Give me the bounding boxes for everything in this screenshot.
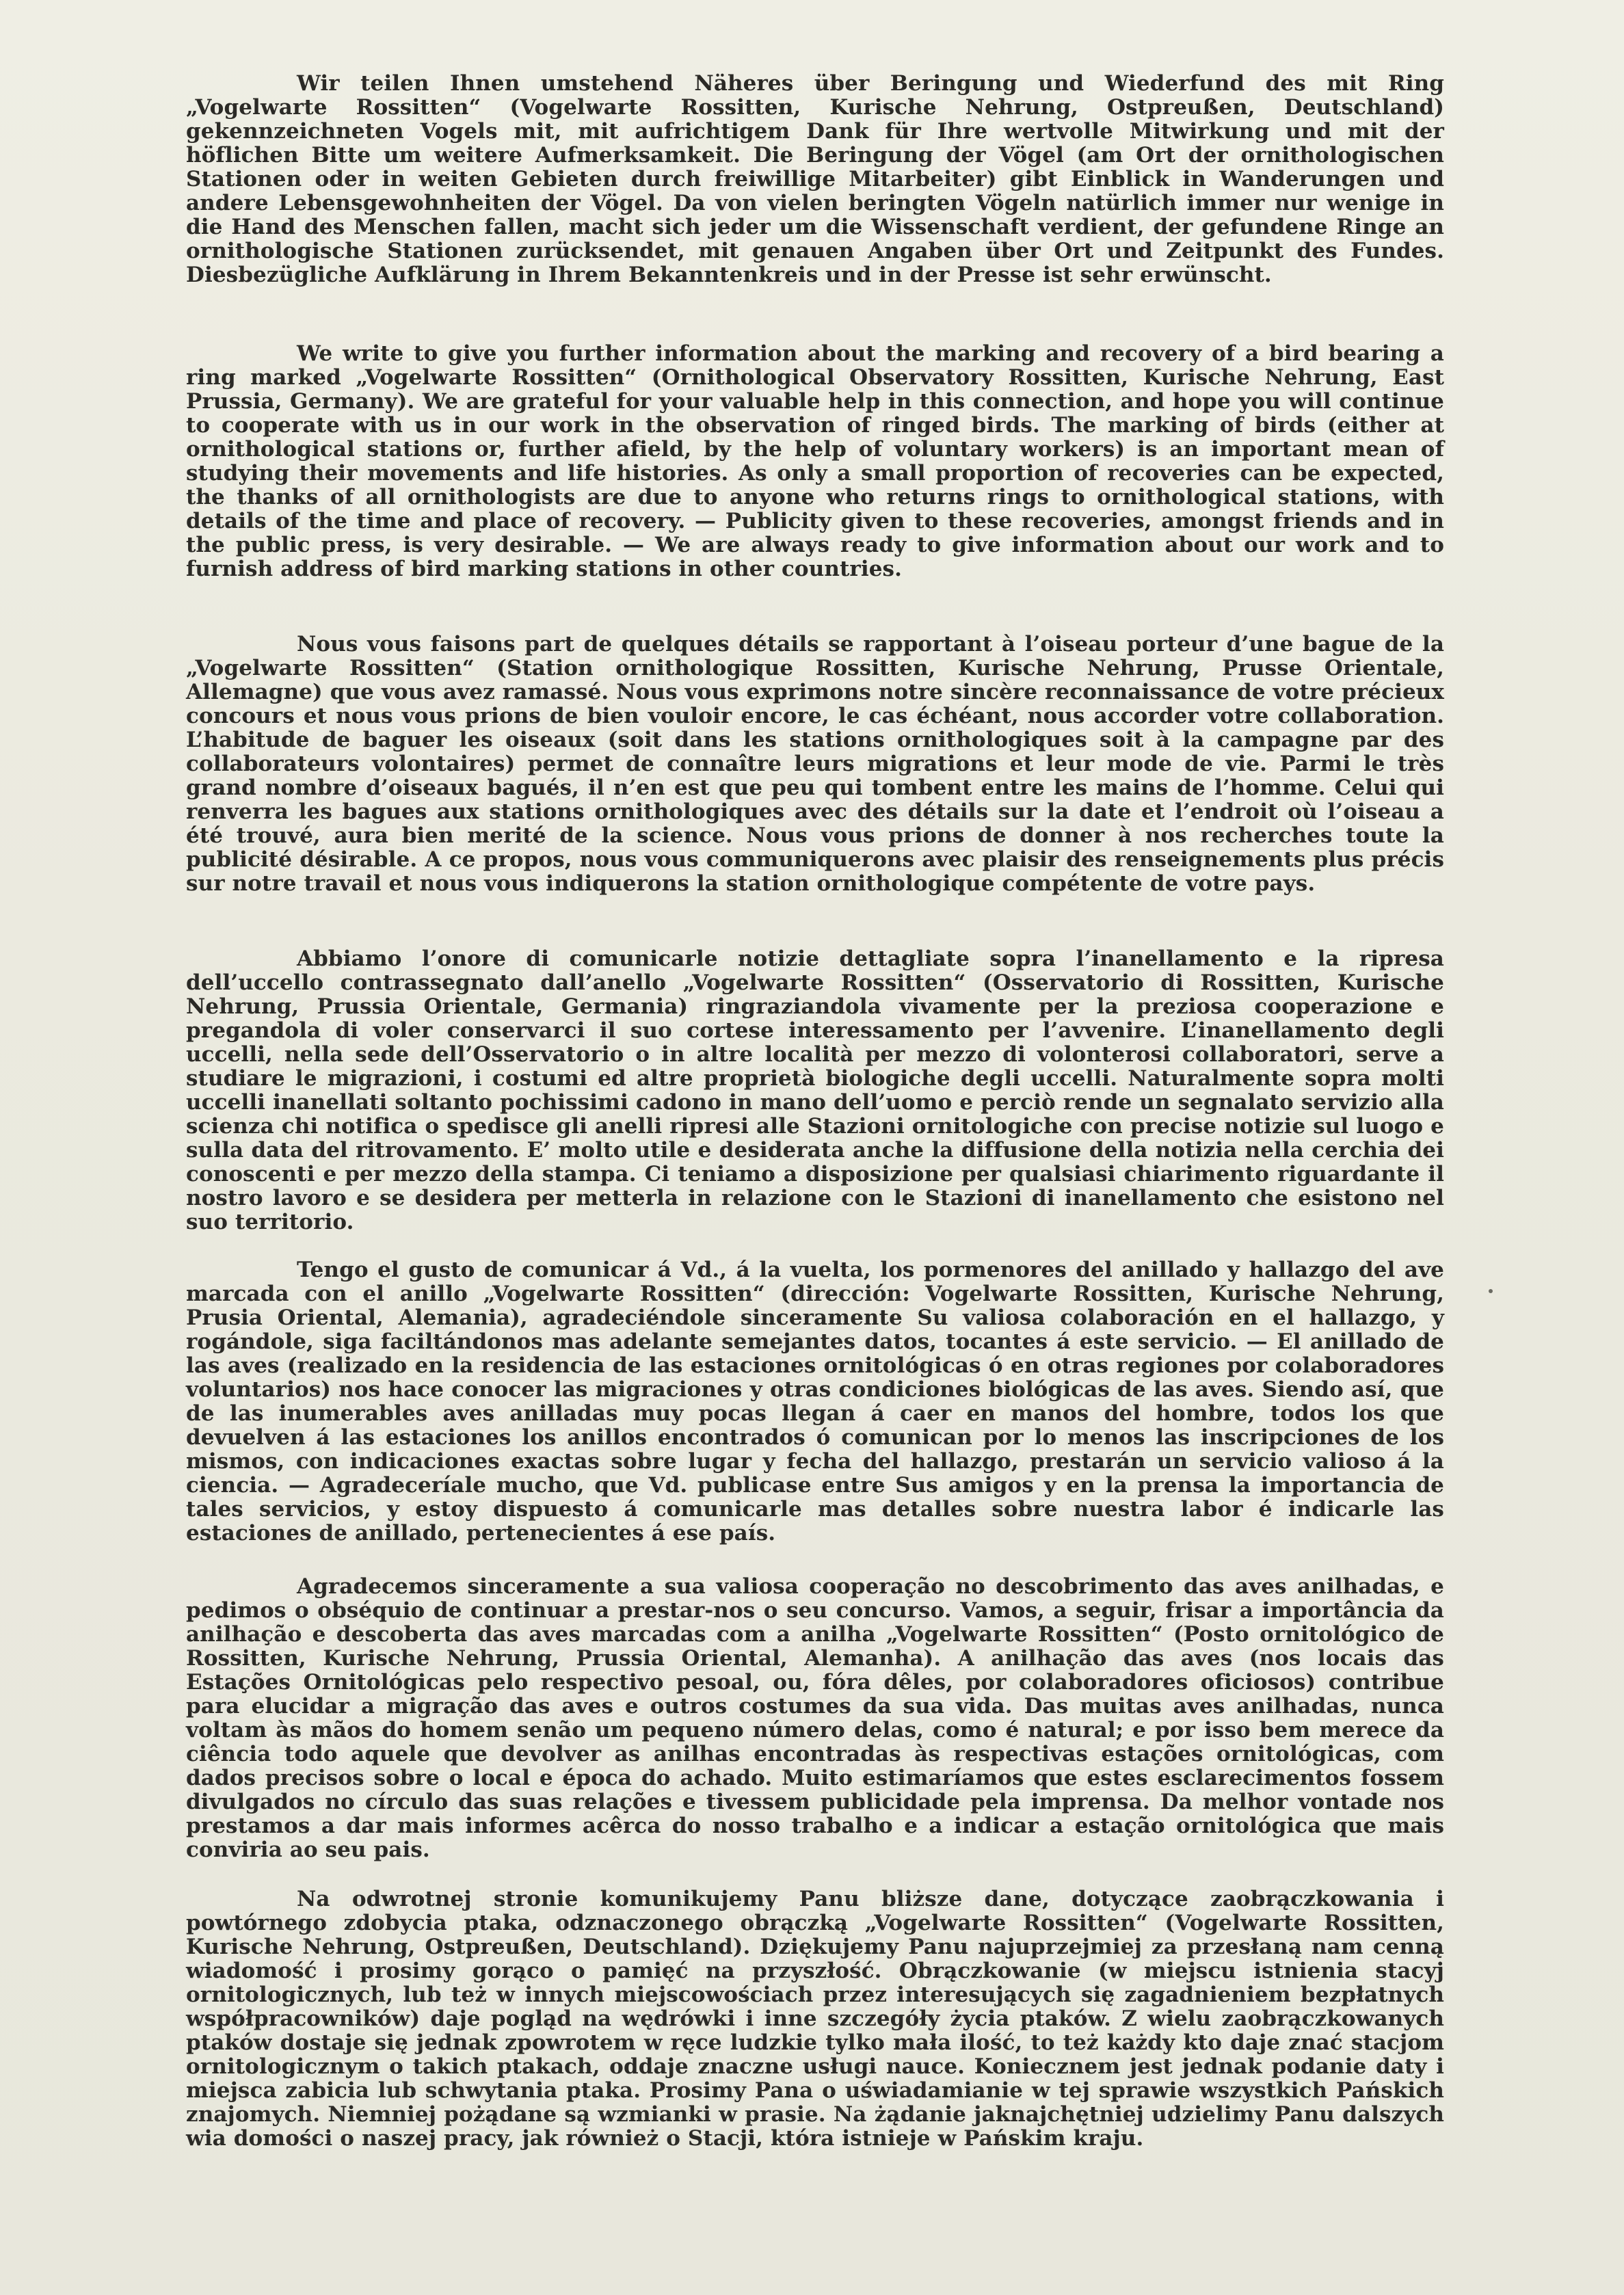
paragraph-english: We write to give you further information about the marking and recovery of a bird bearing a ring marked „Vogelwarte Rossitten“ (Ornithological Observatory Rossitten, Kurische Nehrung, East Prussia, Germany). We are grateful for your valuable help in this connection, and hope you will continue to cooperate with us in our work in the observation of ringed birds. The marking of birds (either at ornithological stations or, further afield, by the help of voluntary workers) is an important mean of studying their movements and life histories. As only a small proportion of recoveries can be expected, the thanks of all ornithologists are due to anyone who returns rings to ornithological stations, with details of the time and place of recovery. — Publicity given to these recoveries, amongst friends and in the public press, is very desirable. — We are always ready to give information about our work and to furnish address of bird marking stations in other countries. [186,341,1444,581]
ink-speck [1489,1289,1493,1293]
paragraph-french: Nous vous faisons part de quelques détails se rapportant à l’oiseau porteur d’une bague de la „Vogelwarte Rossitten“ (Station ornithologique Rossitten, Kurische Nehrung, Prusse Orientale, Allemagne) que vous avez ramassé. Nous vous exprimons notre sincère reconnaissance de votre précieux concours et nous vous prions de bien vouloir encore, le cas échéant, nous accorder votre collaboration. L’habitude de baguer les oiseaux (soit dans les stations ornithologiques soit à la campagne par des collaborateurs volontaires) permet de connaître leurs migrations et leur mode de vie. Parmi le très grand nombre d’oiseaux bagués, il n’en est que peu qui tombent entre les mains de l’homme. Celui qui renverra les bagues aux stations ornithologiques avec des détails sur la date et l’endroit où l’oiseau a été trouvé, aura bien merité de la science. Nous vous prions de donner à nos recherches toute la publicité désirable. A ce propos, nous vous communiquerons avec plaisir des renseignements plus précis sur notre travail et nous vous indiquerons la station ornithologique compétente de votre pays. [186,632,1444,896]
paragraph-polish: Na odwrotnej stronie komunikujemy Panu bliższe dane, dotyczące zaobrączkowania i powtórnego zdobycia ptaka, odznaczonego obrączką „Vogelwarte Rossitten“ (Vogelwarte Rossitten, Kurische Nehrung, Ostpreußen, Deutschland). Dziękujemy Panu najuprzejmiej za przesłaną nam cenną wiadomość i prosimy gorąco o pamięć na przyszłość. Obrączkowanie (w miejscu istnienia stacyj ornitologicznych, lub też w innych miejscowościach przez interesujących się zagadnieniem bezpłatnych współpracowników) daje pogląd na wędrówki i inne szczegóły życia ptaków. Z wielu zaobrączkowanych ptaków dostaje się jednak zpowrotem w ręce ludzkie tylko mała ilość, to też każdy kto daje znać stacjom ornitologicznym o takich ptakach, oddaje znaczne usługi nauce. Koniecznem jest jednak podanie daty i miejsca zabicia lub schwytania ptaka. Prosimy Pana o uświadamianie w tej sprawie wszystkich Pańskich znajomych. Niemniej pożądane są wzmianki w prasie. Na żądanie jaknajchętniej udzielimy Panu dalszych wia domości o naszej pracy, jak również o Stacji, która istnieje w Pańskim kraju. [186,1887,1444,2151]
paragraph-portuguese: Agradecemos sinceramente a sua valiosa cooperação no descobrimento das aves anilhadas, e pedimos o obséquio de continuar a prestar-nos o seu concurso. Vamos, a seguir, frisar a importância da anilhação e descoberta das aves marcadas com a anilha „Vogelwarte Rossitten“ (Posto ornitológico de Rossitten, Kurische Nehrung, Prussia Oriental, Alemanha). A anilhação das aves (nos locais das Estações Ornitológicas pelo respectivo pesoal, ou, fóra dêles, por colaboradores oficiosos) contribue para elucidar a migração das aves e outros costumes da sua vida. Das muitas aves anilhadas, nunca voltam às mãos do homem senão um pequeno número delas, como é natural; e por isso bem merece da ciência todo aquele que devolver as anilhas encontradas às respectivas estações ornitológicas, com dados precisos sobre o local e época do achado. Muito estimaríamos que estes esclarecimentos fossem divulgados no círculo das suas relações e tivessem publicidade pela imprensa. Da melhor vontade nos prestamos a dar mais informes acêrca do nosso trabalho e a indicar a estação ornitológica que mais conviria ao seu pais. [186,1574,1444,1862]
paragraph-spanish: Tengo el gusto de comunicar á Vd., á la vuelta, los pormenores del anillado y hallazgo del ave marcada con el anillo „Vogelwarte Rossitten“ (dirección: Vogelwarte Rossitten, Kurische Nehrung, Prusia Oriental, Alemania), agradeciéndole sinceramente Su valiosa colaboración en el hallazgo, y rogándole, siga faciltándonos mas adelante semejantes datos, tocantes á este servicio. — El anillado de las aves (realizado en la residencia de las estaciones ornitológicas ó en otras regiones por colaboradores voluntarios) nos hace conocer las migraciones y otras condiciones biológicas de las aves. Siendo así, que de las inumerables aves anilladas muy pocas llegan á caer en manos del hombre, todos los que devuelven á las estaciones los anillos encontrados ó comunican por lo menos las inscripciones de los mismos, con indicaciones exactas sobre lugar y fecha del hallazgo, prestarán un servicio valioso á la ciencia. — Agradeceríale mucho, que Vd. publicase entre Sus amigos y en la prensa la importancia de tales servicios, y estoy dispuesto á comunicarle mas detalles sobre nuestra labor é indicarle las estaciones de anillado, pertenecientes á ese país. [186,1258,1444,1546]
paragraph-italian: Abbiamo l’onore di comunicarle notizie dettagliate sopra l’inanellamento e la ripresa dell’uccello contrassegnato dall’anello „Vogelwarte Rossitten“ (Osservatorio di Rossitten, Kurische Nehrung, Prussia Orientale, Germania) ringraziandola vivamente per la preziosa cooperazione e pregandola di voler conservarci il suo cortese interessamento per l’avvenire. L’inanellamento degli uccelli, nella sede dell’Osservatorio o in altre località per mezzo di volonterosi collaboratori, serve a studiare le migrazioni, i costumi ed altre proprietà biologiche degli uccelli. Naturalmente sopra molti uccelli inanellati soltanto pochissimi cadono in mano dell’uomo e perciò rende un segnalato servizio alla scienza chi notifica o spedisce gli anelli ripresi alle Stazioni ornitologiche con precise notizie sul luogo e sulla data del ritrovamento. E’ molto utile e desiderata anche la diffusione della notizia nella cerchia dei conoscenti e per mezzo della stampa. Ci teniamo a disposizione per qualsiasi chiarimento riguardante il nostro lavoro e se desidera per metterla in relazione con le Stazioni di inanellamento che esistono nel suo territorio. [186,946,1444,1234]
paragraph-german: Wir teilen Ihnen umstehend Näheres über Beringung und Wiederfund des mit Ring „Vogelwarte Rossitten“ (Vogelwarte Rossitten, Kurische Nehrung, Ostpreußen, Deutschland) gekennzeichneten Vogels mit, mit aufrichtigem Dank für Ihre wertvolle Mitwirkung und mit der höflichen Bitte um weitere Aufmerksamkeit. Die Beringung der Vögel (am Ort der ornithologischen Stationen oder in weiten Gebieten durch freiwillige Mitarbeiter) gibt Einblick in Wanderungen und andere Lebensgewohnheiten der Vögel. Da von vielen beringten Vögeln natürlich immer nur wenige in die Hand des Menschen fallen, macht sich jeder um die Wissenschaft verdient, der gefundene Ringe an ornithologische Stationen zurücksendet, mit genauen Angaben über Ort und Zeitpunkt des Fundes. Diesbezügliche Aufklärung in Ihrem Bekanntenkreis und in der Presse ist sehr erwünscht. [186,71,1444,287]
